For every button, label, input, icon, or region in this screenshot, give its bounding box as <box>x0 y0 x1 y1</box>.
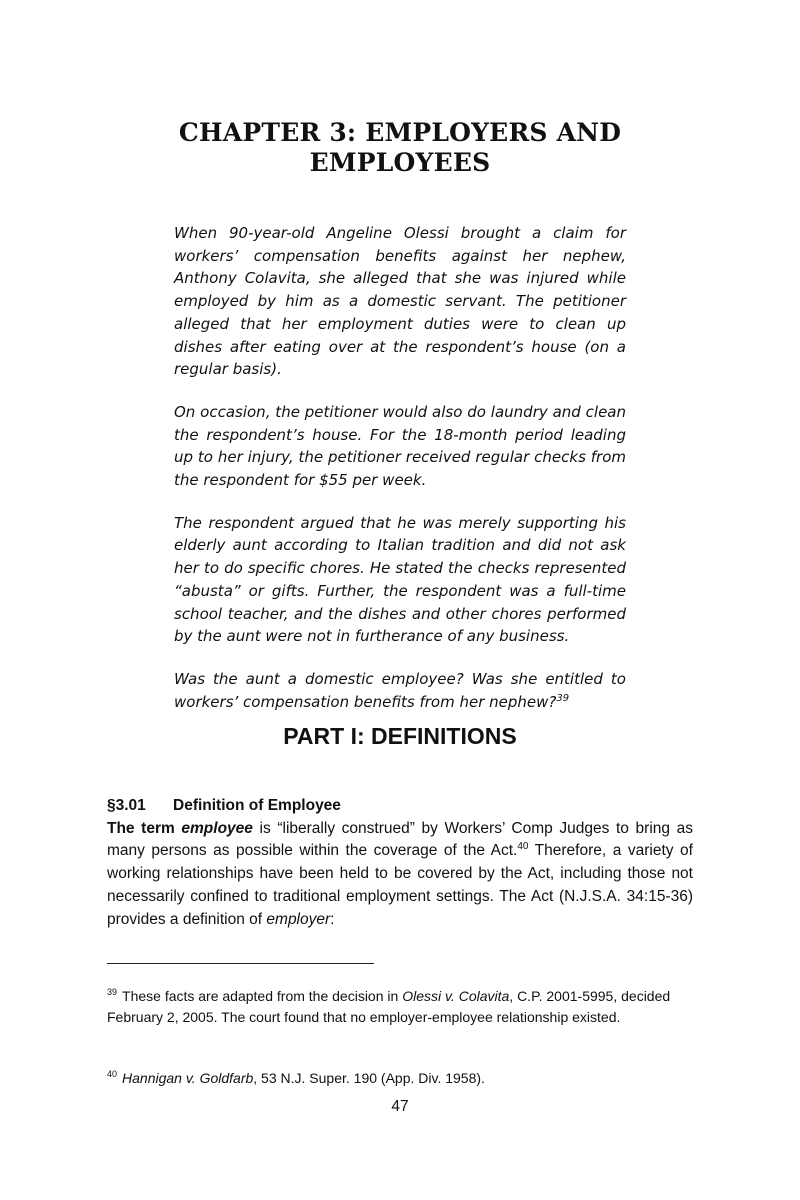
footnote-39 <box>107 986 693 1027</box>
footnote-40 <box>107 1068 693 1089</box>
footnote-ref-39: 39 <box>556 692 570 704</box>
body-term-employee: employee <box>181 819 253 837</box>
footnote-39-mark: 39 <box>107 987 118 998</box>
section-number: §3.01 <box>107 797 146 814</box>
intro-paragraph-2: On occasion, the petitioner would also do laundry and clean the respondent’s house. For the 18-month period leading up to her injury, the petitioner received regular checks from the respondent for $55 per week. <box>174 402 626 490</box>
chapter-title-line-2: EMPLOYEES <box>309 148 491 177</box>
footnote-40-mark: 40 <box>107 1069 118 1080</box>
intro-paragraph-3: The respondent argued that he was merely supporting his elderly aunt according to Italian tradition and did not ask her to do specific chores. He stated the checks represented “abusta” or gifts. Further, the respondent was a full-time school teacher, and the dishes and other chores performed by the aunt were not in furtherance of any business. <box>174 513 626 646</box>
footnote-40-case: Hannigan v. Goldfarb <box>122 1070 254 1086</box>
intro-paragraph-4 <box>174 668 626 713</box>
section-3-01 <box>107 795 693 931</box>
chapter-title <box>100 118 700 178</box>
section-heading-text: Definition of Employee <box>173 797 341 814</box>
footnote-40-post: , 53 N.J. Super. 190 (App. Div. 1958). <box>253 1070 485 1086</box>
intro-case-scenario <box>174 222 626 733</box>
footnote-39-post: , C.P. 2001-5995, decided February 2, 2005. The court found that no employer-employee relationship existed. <box>107 988 671 1025</box>
footnote-ref-40: 40 <box>517 841 529 853</box>
section-body <box>107 818 693 932</box>
intro-question-text: Was the aunt a domestic employee? Was she entitled to workers’ compensation benefits from her nephew? <box>174 669 626 711</box>
chapter-title-line-1: CHAPTER 3: EMPLOYERS AND <box>178 118 622 147</box>
footnote-divider <box>107 963 374 964</box>
intro-paragraph-1: When 90-year-old Angeline Olessi brought a claim for workers’ compensation benefits against her nephew, Anthony Colavita, she alleged that she was injured while employed by him as a domestic servant. The petitioner alleged that her employment duties were to clean up dishes after eating over at the respondent’s house (on a regular basis). <box>174 224 626 379</box>
section-heading <box>107 795 693 818</box>
body-lead: The term <box>107 819 182 837</box>
body-text-2: Therefore, a variety of working relationships have been held to be covered by the Act, including those not necessarily confined to traditional employment settings. The Act (N.J.S.A. 34:15-36) provides a definition of <box>107 842 693 928</box>
footnote-39-case: Olessi v. Colavita <box>402 988 510 1004</box>
body-term-employer: employer <box>266 910 331 928</box>
body-text-1: is “liberally construed” by Workers’ Comp Judges to bring as many persons as possible within the coverage of the Act. <box>107 819 694 860</box>
footnote-39-pre: These facts are adapted from the decision in <box>122 988 403 1004</box>
body-end: : <box>330 910 335 928</box>
part-title: PART I: DEFINITIONS <box>283 723 517 749</box>
page-number: 47 <box>391 1098 409 1115</box>
